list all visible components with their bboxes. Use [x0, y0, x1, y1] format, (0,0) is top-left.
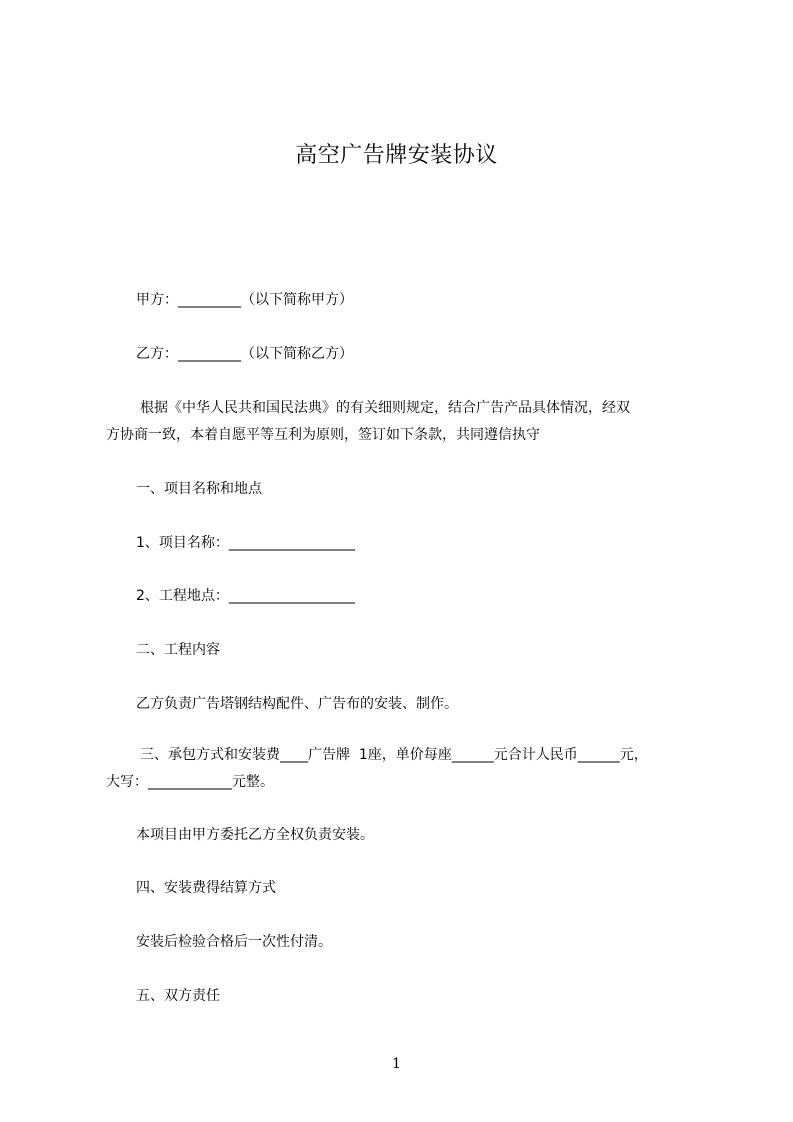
- section-1-heading: 一、项目名称和地点: [136, 481, 262, 497]
- section-3-line-1: 三、承包方式和安装费____广告牌 1座，单价每座______元合计人民币______元，: [140, 747, 648, 763]
- page-number: 1: [392, 1056, 401, 1072]
- preamble-line-2: 方协商一致，本着自愿平等互利为原则，签订如下条款，共同遵信执守: [106, 427, 540, 443]
- section-2-heading: 二、工程内容: [136, 642, 220, 658]
- document-title: 高空广告牌安装协议: [295, 143, 498, 168]
- party-b-line: 乙方：_________（以下简称乙方）: [136, 346, 353, 362]
- section-4-body: 安装后检验合格后一次性付清。: [136, 934, 332, 950]
- project-name-item: 1、项目名称：__________________: [136, 535, 355, 551]
- section-4-heading: 四、安装费得结算方式: [136, 880, 276, 896]
- section-5-heading: 五、双方责任: [136, 988, 220, 1004]
- party-a-line: 甲方：_________（以下简称甲方）: [136, 292, 353, 308]
- project-location-item: 2、工程地点：__________________: [136, 588, 355, 604]
- section-2-body: 乙方负责广告塔钢结构配件、广告布的安装、制作。: [136, 696, 458, 712]
- section-3-body: 本项目由甲方委托乙方全权负责安装。: [136, 827, 374, 843]
- preamble-line-1: 根据《中华人民共和国民法典》的有关细则规定，结合广告产品具体情况，经双: [140, 400, 630, 416]
- section-3-line-2: 大写：____________元整。: [106, 774, 274, 790]
